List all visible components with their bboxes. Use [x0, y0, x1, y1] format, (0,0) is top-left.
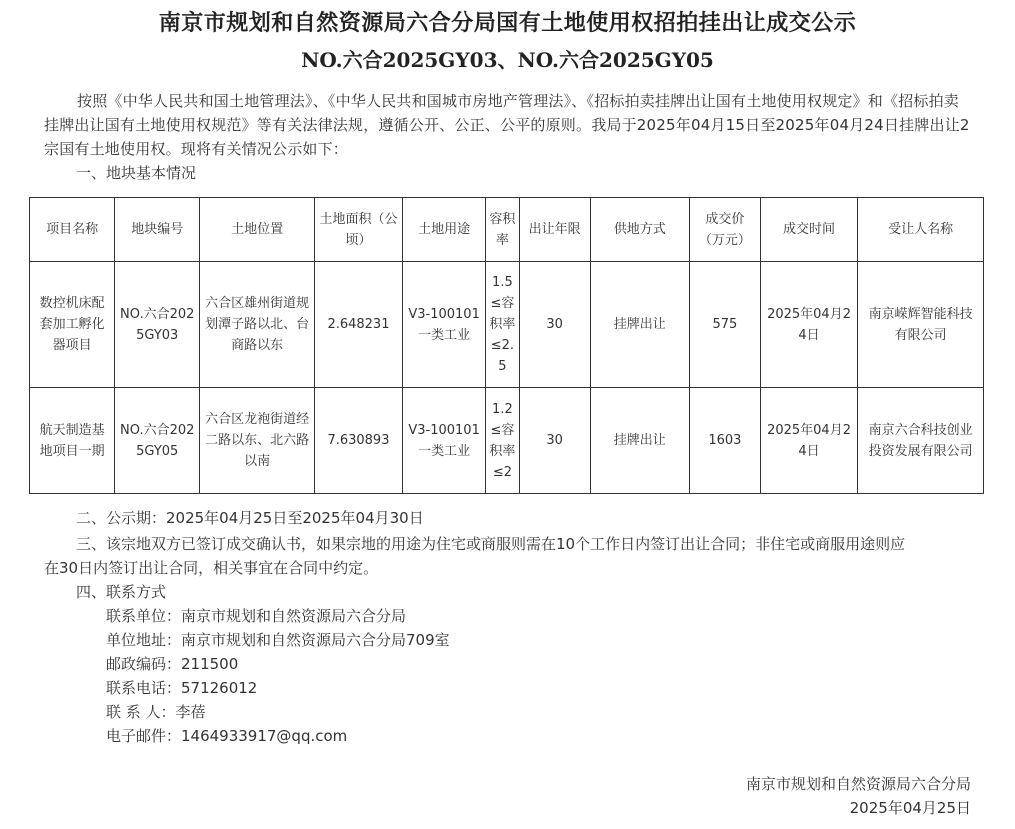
contact-address: 单位地址：南京市规划和自然资源局六合分局709室	[106, 631, 450, 649]
cell-land-use: V3-100101一类工业	[403, 262, 486, 388]
cell-supply-method: 挂牌出让	[590, 262, 689, 388]
header-supply-method: 供地方式	[590, 198, 689, 262]
contact-unit: 联系单位：南京市规划和自然资源局六合分局	[106, 607, 407, 625]
contact-person: 联 系 人：李蓓	[106, 703, 206, 721]
section-contract-line-2: 在30日内签订出让合同，相关事宜在合同中约定。	[44, 559, 379, 577]
header-term: 出让年限	[519, 198, 590, 262]
cell-price: 575	[689, 262, 760, 388]
page-title: 南京市规划和自然资源局六合分局国有土地使用权招拍挂出让成交公示	[158, 10, 857, 36]
cell-term: 30	[519, 262, 590, 388]
cell-term: 30	[519, 388, 590, 494]
cell-plot-ratio: 1.5≤容积率≤2.5	[486, 262, 519, 388]
header-location: 土地位置	[200, 198, 315, 262]
contact-postcode: 邮政编码：211500	[106, 655, 239, 673]
cell-land-use: V3-100101一类工业	[403, 388, 486, 494]
cell-deal-time: 2025年04月24日	[760, 388, 857, 494]
section-heading-contact: 四、联系方式	[76, 583, 167, 601]
cell-location: 六合区雄州街道规划潭子路以北、台商路以东	[200, 262, 315, 388]
table-row	[30, 388, 984, 494]
section-contract-line-1: 三、该宗地双方已签订成交确认书，如果宗地的用途为住宅或商服则需在10个工作日内签订出让合同；非住宅或商服用途则应	[76, 535, 906, 553]
intro-paragraph: 按照《中华人民共和国土地管理法》、《中华人民共和国城市房地产管理法》、《招标拍卖挂牌出让国有土地使用权规定》和《招标拍卖挂牌出让国有土地使用权规范》等有关法律法规，遵循公开、公正、公平的原则。我局于2025年04月15日至2025年04月24日挂牌出让2宗国有土地使用权。现将有关情况公示如下：	[44, 92, 970, 158]
cell-location: 六合区龙袍街道经二路以东、北六路以南	[200, 388, 315, 494]
cell-supply-method: 挂牌出让	[590, 388, 689, 494]
header-price: 成交价（万元）	[689, 198, 760, 262]
cell-parcel-number: NO.六合2025GY03	[115, 262, 200, 388]
contact-phone: 联系电话：57126012	[106, 679, 258, 697]
header-parcel-number: 地块编号	[115, 198, 200, 262]
footer-organization: 南京市规划和自然资源局六合分局	[745, 775, 971, 793]
cell-deal-time: 2025年04月24日	[760, 262, 857, 388]
cell-plot-ratio: 1.2≤容积率≤2	[486, 388, 519, 494]
section-heading-1: 一、地块基本情况	[76, 164, 197, 182]
cell-transferee: 南京嵘辉智能科技有限公司	[858, 262, 984, 388]
header-project-name: 项目名称	[30, 198, 115, 262]
cell-project-name: 数控机床配套加工孵化器项目	[30, 262, 115, 388]
header-land-use: 土地用途	[403, 198, 486, 262]
cell-project-name: 航天制造基地项目一期	[30, 388, 115, 494]
page-subtitle: NO.六合2025GY03、NO.六合2025GY05	[301, 48, 714, 72]
cell-parcel-number: NO.六合2025GY05	[115, 388, 200, 494]
header-area: 土地面积（公顷）	[314, 198, 402, 262]
cell-area: 2.648231	[314, 262, 402, 388]
footer-date: 2025年04月25日	[849, 799, 971, 817]
table-row	[30, 262, 984, 388]
cell-price: 1603	[689, 388, 760, 494]
header-deal-time: 成交时间	[760, 198, 857, 262]
land-parcel-table	[29, 197, 984, 494]
cell-transferee: 南京六合科技创业投资发展有限公司	[858, 388, 984, 494]
cell-area: 7.630893	[314, 388, 402, 494]
header-transferee: 受让人名称	[858, 198, 984, 262]
header-plot-ratio: 容积率	[486, 198, 519, 262]
table-header-row	[30, 198, 984, 262]
section-publicity-period: 二、公示期：2025年04月25日至2025年04月30日	[76, 509, 424, 527]
contact-email[interactable]: 电子邮件：1464933917@qq.com	[106, 727, 348, 745]
